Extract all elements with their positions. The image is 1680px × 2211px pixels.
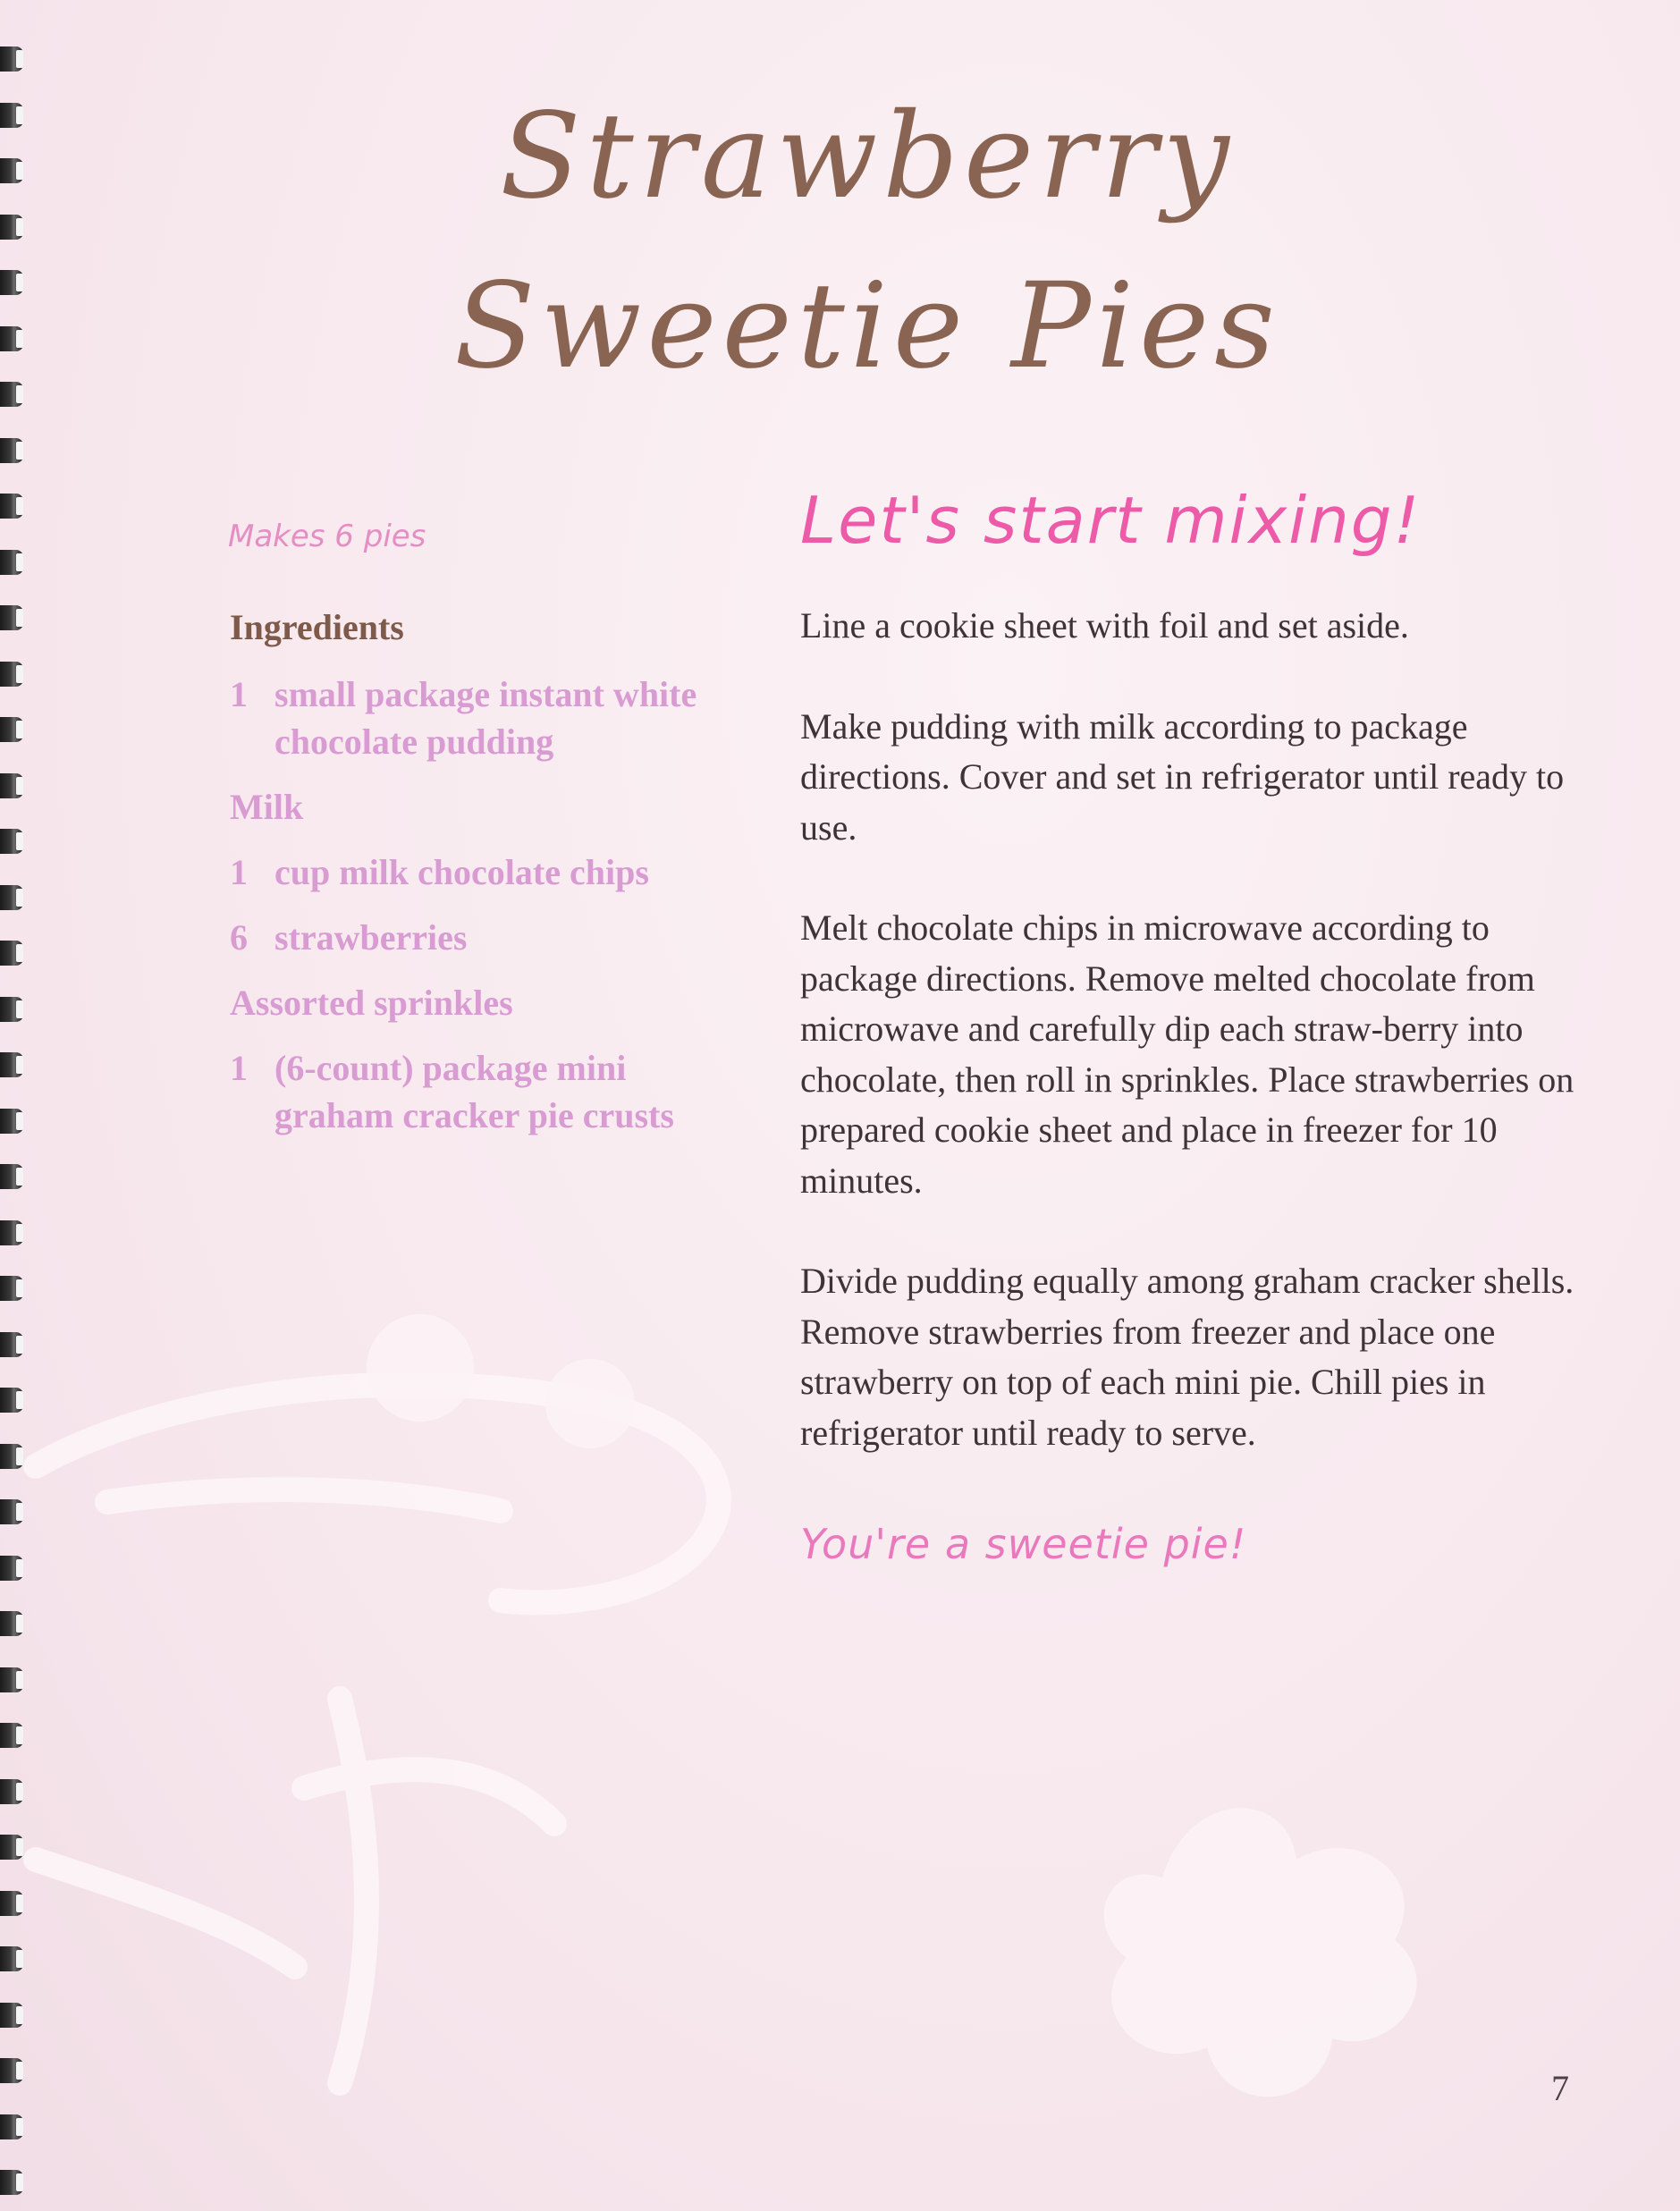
binding-ring <box>0 1160 27 1193</box>
direction-step-3: Melt chocolate chips in microwave according to package directions. Remove melted chocolate from microwave and carefully dip each straw-berry into chocolate, then roll in sprinkles. Place strawberries on prepared cookie sheet and place in freezer for 10 minutes. <box>800 907 1574 1201</box>
binding-hole <box>16 162 23 180</box>
binding-hole <box>16 1279 23 1297</box>
binding-hole <box>16 1112 23 1130</box>
binding-hole <box>16 218 23 236</box>
recipe-title <box>358 72 1377 411</box>
binding-hole <box>16 385 23 403</box>
binding-ring <box>0 155 27 187</box>
binding-ring <box>0 378 27 410</box>
binding-ring <box>0 2111 27 2143</box>
binding-ring <box>0 1608 27 1640</box>
page-number: 7 <box>1551 2068 1569 2108</box>
binding-ring <box>0 1440 27 1473</box>
binding-ring <box>0 1552 27 1584</box>
binding-hole <box>16 1336 23 1354</box>
ingredient-text: Milk <box>230 787 304 827</box>
binding-ring <box>0 937 27 969</box>
binding-ring <box>0 490 27 522</box>
binding-hole <box>16 832 23 850</box>
binding-hole <box>16 1503 23 1521</box>
binding-hole <box>16 2173 23 2191</box>
ingredient-item <box>230 783 730 831</box>
directions-heading: Let's start mixing! <box>800 483 1422 558</box>
recipe-title-line-2: Sweetie Pies <box>454 257 1280 395</box>
binding-hole <box>16 50 23 68</box>
ingredient-text: (6-count) package mini graham cracker pie crusts <box>274 1048 674 1135</box>
binding-ring <box>0 1217 27 1249</box>
binding-hole <box>16 1615 23 1633</box>
binding-ring <box>0 99 27 131</box>
binding-hole <box>16 1783 23 1801</box>
binding-ring <box>0 1496 27 1528</box>
binding-hole <box>16 1224 23 1242</box>
ingredient-text: Assorted sprinkles <box>230 983 513 1023</box>
spiral-binding <box>0 0 36 2211</box>
binding-hole <box>16 106 23 124</box>
binding-ring <box>0 1943 27 1975</box>
binding-hole <box>16 1726 23 1744</box>
binding-hole <box>16 1950 23 1968</box>
binding-hole <box>16 330 23 348</box>
binding-ring <box>0 658 27 690</box>
ingredient-quantity: 1 <box>230 852 248 892</box>
binding-hole <box>16 1168 23 1186</box>
binding-ring <box>0 2055 27 2087</box>
binding-hole <box>16 1895 23 1912</box>
ingredients-list <box>230 671 730 1157</box>
ingredient-text: cup milk chocolate chips <box>274 852 649 892</box>
ingredient-quantity: 1 <box>230 674 248 714</box>
binding-ring <box>0 2166 27 2198</box>
binding-hole <box>16 1056 23 1074</box>
binding-hole <box>16 944 23 962</box>
ingredient-text: small package instant white chocolate pudding <box>274 674 697 762</box>
recipe-title-line-1: Strawberry <box>500 88 1235 225</box>
ingredient-quantity: 6 <box>230 917 248 958</box>
binding-hole <box>16 665 23 683</box>
binding-hole <box>16 1447 23 1465</box>
ingredient-quantity: 1 <box>230 1048 248 1088</box>
binding-ring <box>0 770 27 802</box>
binding-hole <box>16 609 23 627</box>
binding-ring <box>0 1831 27 1863</box>
binding-hole <box>16 2006 23 2024</box>
binding-ring <box>0 1999 27 2031</box>
binding-ring <box>0 602 27 634</box>
binding-ring <box>0 1384 27 1416</box>
ingredient-item <box>230 914 730 961</box>
binding-ring <box>0 1272 27 1304</box>
binding-hole <box>16 1000 23 1018</box>
ingredient-item <box>230 671 730 765</box>
binding-ring <box>0 1049 27 1081</box>
binding-hole <box>16 274 23 291</box>
binding-ring <box>0 546 27 578</box>
binding-ring <box>0 1329 27 1361</box>
binding-ring <box>0 993 27 1025</box>
direction-step-4: Divide pudding equally among graham cracker shells. Remove strawberries from freezer and place one strawberry on top of each mini pie. Chill pies in refrigerator until ready to serve. <box>800 1261 1574 1453</box>
binding-hole <box>16 1559 23 1577</box>
binding-hole <box>16 1838 23 1856</box>
recipe-yield: Makes 6 pies <box>228 519 426 554</box>
binding-hole <box>16 2118 23 2136</box>
ingredients-heading: Ingredients <box>230 607 404 647</box>
binding-hole <box>16 1671 23 1689</box>
binding-ring <box>0 435 27 467</box>
binding-ring <box>0 713 27 746</box>
binding-ring <box>0 266 27 299</box>
binding-hole <box>16 442 23 460</box>
binding-ring <box>0 1664 27 1696</box>
closing-message: You're a sweetie pie! <box>800 1520 1247 1568</box>
binding-ring <box>0 323 27 355</box>
binding-ring <box>0 1719 27 1751</box>
binding-hole <box>16 553 23 571</box>
binding-hole <box>16 497 23 515</box>
ingredient-item <box>230 979 730 1026</box>
faint-flower-shape <box>1104 1808 1417 2097</box>
binding-hole <box>16 1391 23 1409</box>
binding-ring <box>0 882 27 914</box>
ingredient-item <box>230 848 730 896</box>
direction-step-1: Line a cookie sheet with foil and set aside. <box>800 605 1409 646</box>
binding-hole <box>16 889 23 907</box>
binding-ring <box>0 1887 27 1920</box>
binding-ring <box>0 43 27 75</box>
binding-ring <box>0 1105 27 1137</box>
binding-hole <box>16 721 23 738</box>
binding-hole <box>16 2062 23 2080</box>
ingredient-item <box>230 1044 730 1139</box>
directions-text <box>800 601 1587 1508</box>
ingredient-text: strawberries <box>274 917 468 958</box>
binding-ring <box>0 211 27 243</box>
binding-ring <box>0 825 27 857</box>
binding-hole <box>16 777 23 795</box>
direction-step-2: Make pudding with milk according to package directions. Cover and set in refrigerator until ready to use. <box>800 705 1565 848</box>
binding-ring <box>0 1776 27 1808</box>
